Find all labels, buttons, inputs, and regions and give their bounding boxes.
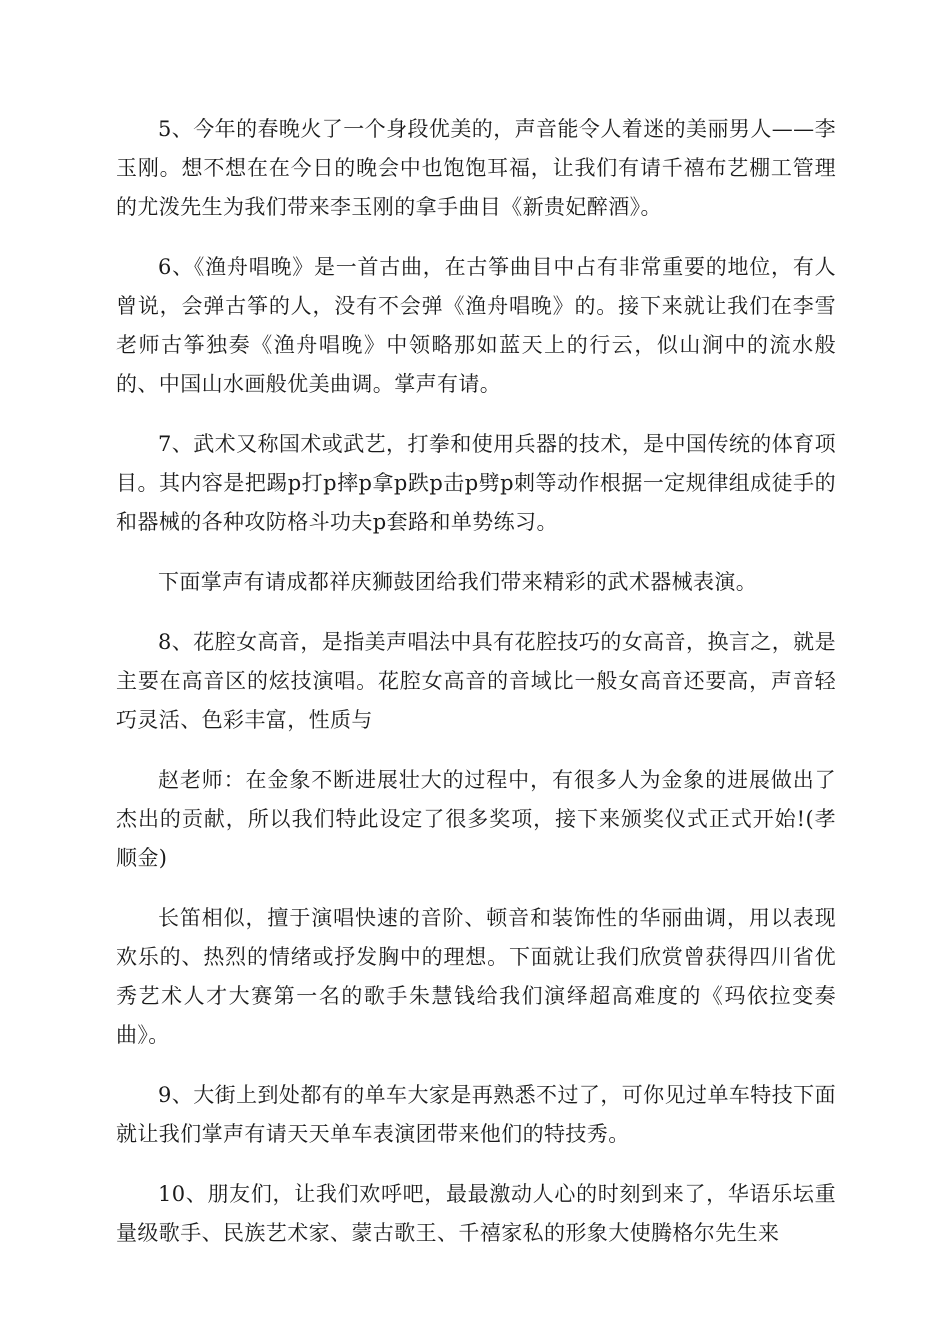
paragraph-5: 5、今年的春晚火了一个身段优美的，声音能令人着迷的美丽男人——李玉刚。想不想在在今日的晚会中也饱饱耳福，让我们有请千禧布艺棚工管理的尤泼先生为我们带来李玉刚的拿手曲目《新贵妃醉酒》。	[116, 117, 836, 219]
paragraph-7: 7、武术又称国术或武艺，打拳和使用兵器的技术，是中国传统的体育项目。其内容是把踢p打p摔p拿p跌p击p劈p刺等动作根据一定规律组成徒手的和器械的各种攻防格斗功夫p套路和单势练习。	[116, 432, 836, 534]
paragraph-teacher-zhao: 赵老师：在金象不断进展壮大的过程中，有很多人为金象的进展做出了杰出的贡献，所以我们特此设定了很多奖项，接下来颁奖仪式正式开始!(孝顺金)	[116, 768, 836, 870]
paragraph-9: 9、大街上到处都有的单车大家是再熟悉不过了，可你见过单车特技下面就让我们掌声有请天天单车表演团带来他们的特技秀。	[116, 1083, 836, 1146]
paragraph-10: 10、朋友们，让我们欢呼吧，最最激动人心的时刻到来了，华语乐坛重量级歌手、民族艺术家、蒙古歌王、千禧家私的形象大使腾格尔先生来	[116, 1182, 836, 1245]
paragraph-martial-arts-intro: 下面掌声有请成都祥庆狮鼓团给我们带来精彩的武术器械表演。	[158, 570, 758, 594]
paragraph-8: 8、花腔女高音，是指美声唱法中具有花腔技巧的女高音，换言之，就是主要在高音区的炫技演唱。花腔女高音的音域比一般女高音还要高，声音轻巧灵活、色彩丰富，性质与	[116, 630, 836, 732]
paragraph-6: 6、《渔舟唱晚》是一首古曲，在古筝曲目中占有非常重要的地位，有人曾说，会弹古筝的人，没有不会弹《渔舟唱晚》的。接下来就让我们在李雪老师古筝独奏《渔舟唱晚》中领略那如蓝天上的行云，似山涧中的流水般的、中国山水画般优美曲调。掌声有请。	[116, 255, 836, 396]
paragraph-flute: 长笛相似，擅于演唱快速的音阶、顿音和装饰性的华丽曲调，用以表现欢乐的、热烈的情绪或抒发胸中的理想。下面就让我们欣赏曾获得四川省优秀艺术人才大赛第一名的歌手朱慧钱给我们演绎超高难度的《玛依拉变奏曲》。	[116, 906, 836, 1047]
document-body	[116, 110, 836, 1274]
